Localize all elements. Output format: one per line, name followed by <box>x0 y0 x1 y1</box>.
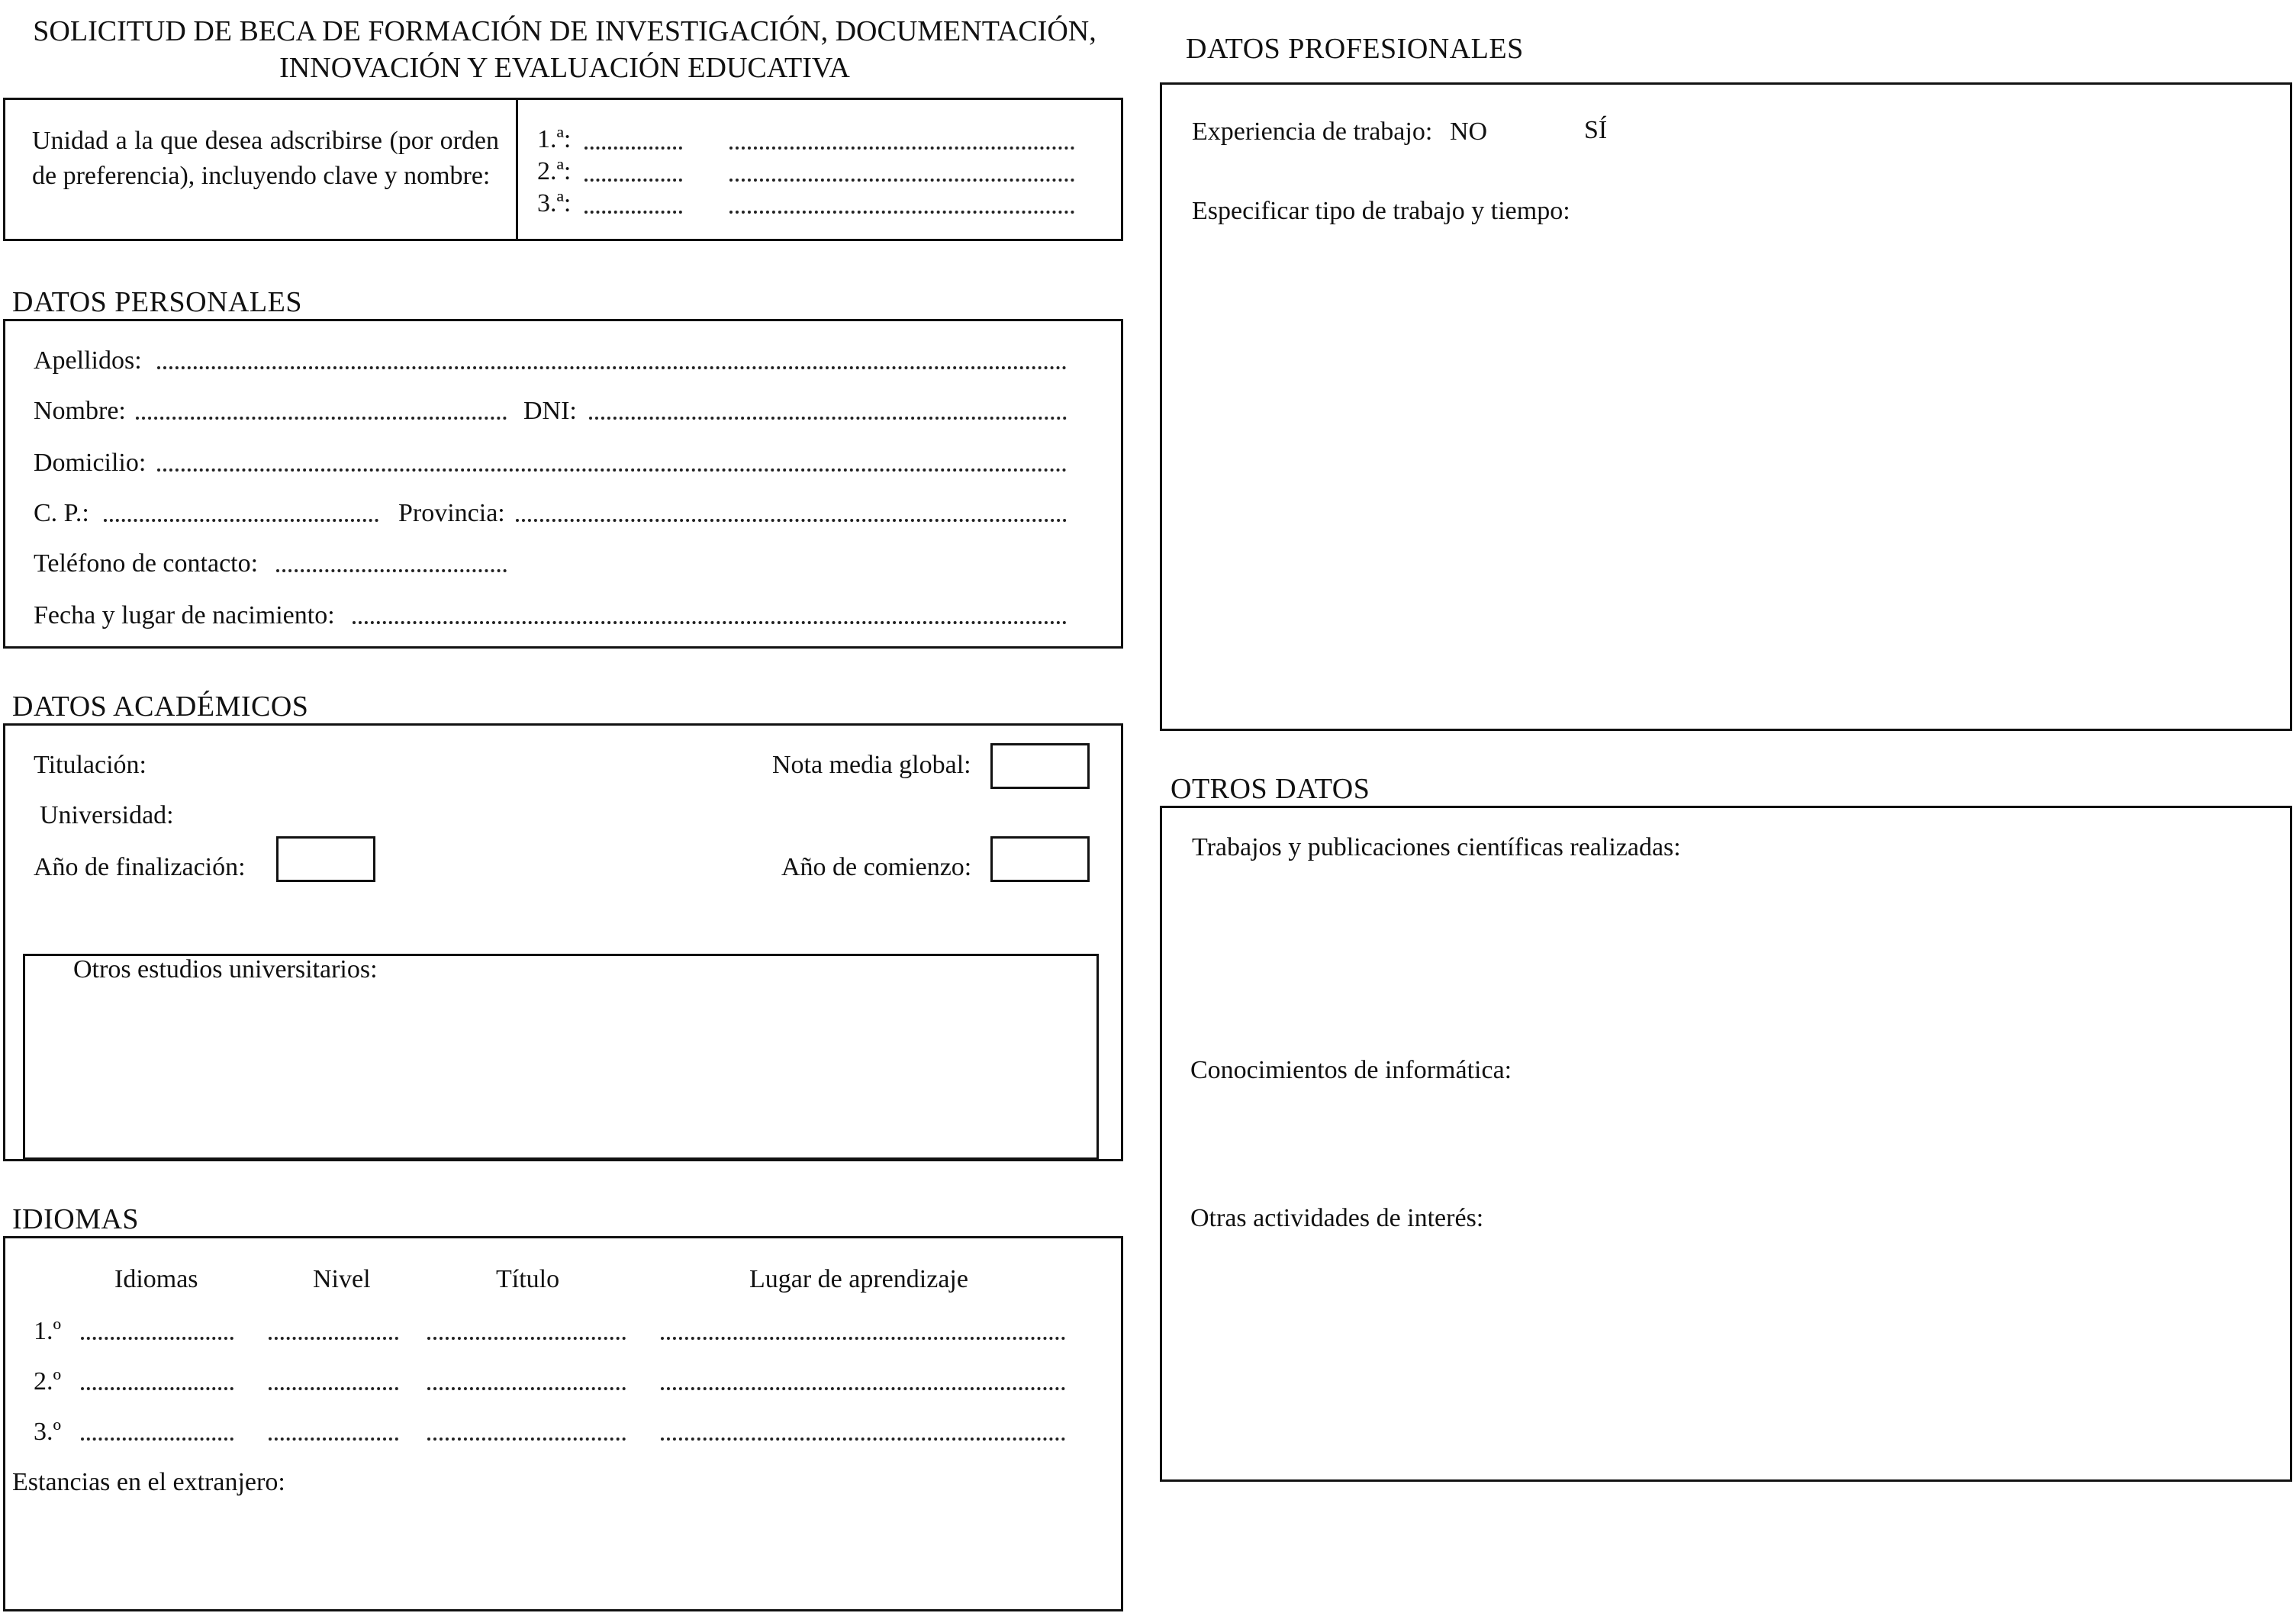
actividades-label: Otras actividades de interés: <box>1190 1204 1484 1232</box>
comienzo-field[interactable] <box>990 836 1090 882</box>
dni-label: DNI: <box>523 397 577 425</box>
unidad-option-2-label: 2.ª: <box>537 157 572 185</box>
unidad-divider <box>516 98 518 241</box>
idiomas-row-1-idioma-field[interactable] <box>81 1337 233 1340</box>
comienzo-label: Año de comienzo: <box>781 853 972 881</box>
idiomas-heading: IDIOMAS <box>12 1203 140 1235</box>
unidad-option-1-code-field[interactable] <box>584 146 682 150</box>
domicilio-field[interactable] <box>157 468 1067 472</box>
unidad-option-1-name-field[interactable] <box>729 146 1074 150</box>
especificar-label: Especificar tipo de trabajo y tiempo: <box>1192 197 1570 225</box>
profesionales-box <box>1160 82 2292 731</box>
experiencia-label: Experiencia de trabajo: <box>1192 118 1433 146</box>
unidad-option-2-name-field[interactable] <box>729 179 1074 182</box>
idiomas-row-3-label: 3.º <box>34 1418 62 1446</box>
experiencia-si-option[interactable]: SÍ <box>1584 116 1608 144</box>
estancias-label: Estancias en el extranjero: <box>12 1468 285 1496</box>
idiomas-row-3-idioma-field[interactable] <box>81 1438 233 1441</box>
idiomas-row-1-label: 1.º <box>34 1317 62 1345</box>
idiomas-col-titulo: Título <box>496 1265 560 1293</box>
informatica-label: Conocimientos de informática: <box>1190 1056 1512 1084</box>
finalizacion-field[interactable] <box>276 836 375 882</box>
otros-estudios-label: Otros estudios universitarios: <box>73 955 378 984</box>
unidad-option-3-name-field[interactable] <box>729 211 1074 214</box>
idiomas-row-2-idioma-field[interactable] <box>81 1387 233 1390</box>
personales-heading: DATOS PERSONALES <box>12 286 302 318</box>
telefono-label: Teléfono de contacto: <box>34 549 259 578</box>
unidad-option-3-label: 3.ª: <box>537 189 572 217</box>
academicos-heading: DATOS ACADÉMICOS <box>12 691 309 723</box>
idiomas-row-2-lugar-field[interactable] <box>661 1387 1065 1390</box>
apellidos-field[interactable] <box>157 366 1067 369</box>
idiomas-row-3-nivel-field[interactable] <box>269 1438 398 1441</box>
idiomas-row-1-titulo-field[interactable] <box>427 1337 626 1340</box>
provincia-label: Provincia: <box>398 499 505 527</box>
idiomas-row-1-lugar-field[interactable] <box>661 1337 1065 1340</box>
idiomas-col-idiomas: Idiomas <box>114 1265 198 1293</box>
unidad-option-3-code-field[interactable] <box>584 211 682 214</box>
form-title-line2: INNOVACIÓN Y EVALUACIÓN EDUCATIVA <box>279 51 850 84</box>
nota-field[interactable] <box>990 743 1090 789</box>
profesionales-heading: DATOS PROFESIONALES <box>1186 33 1524 65</box>
universidad-label: Universidad: <box>40 801 174 829</box>
idiomas-row-2-label: 2.º <box>34 1367 62 1396</box>
cp-field[interactable] <box>104 519 378 522</box>
idiomas-row-2-titulo-field[interactable] <box>427 1387 626 1390</box>
otros-box <box>1160 806 2292 1482</box>
idiomas-row-3-lugar-field[interactable] <box>661 1438 1065 1441</box>
fecha-field[interactable] <box>353 621 1067 624</box>
provincia-field[interactable] <box>516 519 1067 522</box>
trabajos-label: Trabajos y publicaciones científicas realizadas: <box>1192 833 1681 861</box>
telefono-field[interactable] <box>276 569 507 572</box>
form-title-line1: SOLICITUD DE BECA DE FORMACIÓN DE INVESTIGACIÓN, DOCUMENTACIÓN, <box>33 15 1096 47</box>
apellidos-label: Apellidos: <box>34 346 142 375</box>
idiomas-row-2-nivel-field[interactable] <box>269 1387 398 1390</box>
nota-label: Nota media global: <box>772 751 971 779</box>
unidad-option-2-code-field[interactable] <box>584 179 682 182</box>
nombre-label: Nombre: <box>34 397 126 425</box>
unidad-label: Unidad a la que desea adscribirse (por orden de preferencia), incluyendo clave y nombre: <box>32 127 499 190</box>
idiomas-row-3-titulo-field[interactable] <box>427 1438 626 1441</box>
nombre-field[interactable] <box>136 417 507 420</box>
idiomas-row-1-nivel-field[interactable] <box>269 1337 398 1340</box>
fecha-label: Fecha y lugar de nacimiento: <box>34 601 335 629</box>
form-title <box>0 14 1129 86</box>
experiencia-no-option[interactable]: NO <box>1450 118 1488 146</box>
cp-label: C. P.: <box>34 499 89 527</box>
finalizacion-label: Año de finalización: <box>34 853 246 881</box>
dni-field[interactable] <box>589 417 1067 420</box>
titulacion-label: Titulación: <box>34 751 147 779</box>
unidad-option-1-label: 1.ª: <box>537 125 572 153</box>
idiomas-col-lugar: Lugar de aprendizaje <box>749 1265 968 1293</box>
idiomas-col-nivel: Nivel <box>313 1265 371 1293</box>
otros-estudios-field[interactable] <box>23 954 1099 1160</box>
otros-heading: OTROS DATOS <box>1171 773 1370 805</box>
domicilio-label: Domicilio: <box>34 449 147 477</box>
